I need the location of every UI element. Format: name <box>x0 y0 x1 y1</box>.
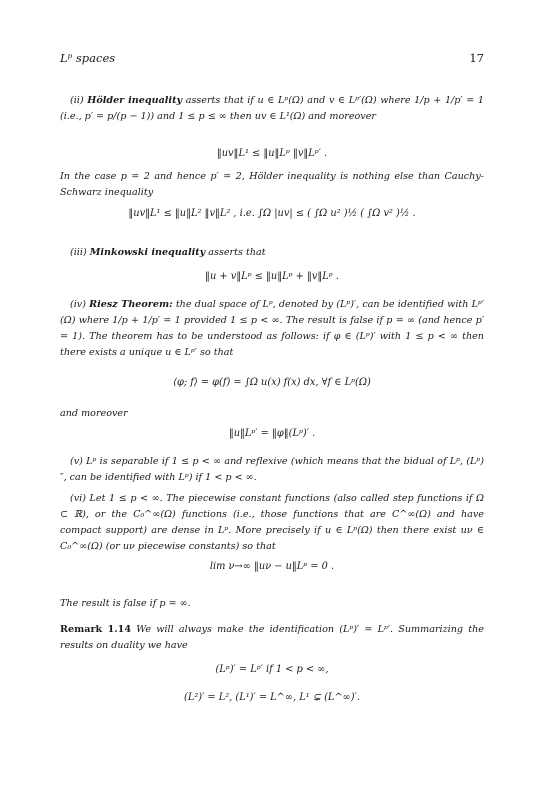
holder-term: Hölder inequality <box>87 95 183 106</box>
cauchy-paragraph: In the case p = 2 and hence p′ = 2, Hölder inequality is nothing else than Cauchy-Schwarz inequality <box>60 171 484 198</box>
separable-text: (v) Lᵖ is separable if 1 ≤ p < ∞ and reflexive (which means that the bidual of Lᵖ, (Lᵖ)″, can be identified with Lᵖ) if 1 < p < ∞. <box>60 456 484 483</box>
running-header <box>60 51 484 67</box>
remark-equation-2: (L²)′ = L², (L¹)′ = L^∞, L¹ ⊊ (L^∞)′. <box>184 692 360 703</box>
minkowski-label: (iii) <box>70 247 90 258</box>
holder-label: (ii) <box>70 95 88 106</box>
riesz-paragraph <box>60 297 484 361</box>
density-text: (vi) Let 1 ≤ p < ∞. The piecewise constant functions (also called step functions if Ω ⊂ ℝ), or the C₀^∞(Ω) functions (i.e., those functions that are C^∞(Ω) and have compact support) are dense in Lᵖ. More precisely if u ∈ Lᵖ(Ω) then there exist uν ∈ C₀^∞(Ω) (or uν piecewise constants) so that <box>60 493 484 552</box>
riesz-text: the dual space of Lᵖ, denoted by (Lᵖ)′, can be identified with Lᵖ′(Ω) where 1/p + 1/p′ = 1 provided 1 ≤ p < ∞. The result is false if p = ∞ (and hence p′ = 1). The theorem has to be understood as follows: if φ ∈ (Lᵖ)′ with 1 ≤ p < ∞ then there exists a unique u ∈ Lᵖ′ so that <box>60 299 484 358</box>
minkowski-equation: ‖u + v‖Lᵖ ≤ ‖u‖Lᵖ + ‖v‖Lᵖ . <box>205 271 339 282</box>
holder-equation: ‖uv‖L¹ ≤ ‖u‖Lᵖ ‖v‖Lᵖ′ . <box>216 148 328 159</box>
cauchy-equation: ‖uv‖L¹ ≤ ‖u‖L² ‖v‖L² , i.e. ∫Ω |uv| ≤ ( ∫Ω u² )½ ( ∫Ω v² )½ . <box>128 208 416 219</box>
remark-text: We will always make the identification (Lᵖ)′ = Lᵖ′. Summarizing the results on duality we have <box>60 624 484 651</box>
false-at-infinity: The result is false if p = ∞. <box>60 598 191 609</box>
minkowski-term: Minkowski inequality <box>89 247 206 258</box>
riesz-label: (iv) <box>70 299 90 310</box>
remark-paragraph <box>60 622 484 654</box>
remark-label: Remark 1.14 <box>60 624 132 635</box>
header-title: Lᵖ spaces <box>60 51 116 65</box>
holder-text: asserts that if u ∈ Lᵖ(Ω) and v ∈ Lᵖ′(Ω) where 1/p + 1/p′ = 1 (i.e., p′ = p/(p − 1)) and 1 ≤ p ≤ ∞ then uv ∈ L¹(Ω) and moreover <box>60 95 485 122</box>
and-moreover: and moreover <box>60 408 128 419</box>
page-number: 17 <box>469 51 484 65</box>
density-paragraph <box>60 491 484 555</box>
separable-paragraph <box>60 454 484 486</box>
holder-paragraph <box>60 93 484 125</box>
density-equation: lim ν→∞ ‖uν − u‖Lᵖ = 0 . <box>209 561 335 572</box>
remark-equation-1: (Lᵖ)′ = Lᵖ′ if 1 < p < ∞, <box>215 664 329 675</box>
minkowski-paragraph <box>60 245 484 261</box>
riesz-term: Riesz Theorem: <box>89 299 173 310</box>
riesz-norm-equation: ‖u‖Lᵖ′ = ‖φ‖(Lᵖ)′ . <box>228 428 316 439</box>
minkowski-text: asserts that <box>205 247 266 258</box>
riesz-equation: ⟨φ; f⟩ = φ(f) = ∫Ω u(x) f(x) dx, ∀f ∈ Lᵖ(Ω) <box>173 377 371 388</box>
